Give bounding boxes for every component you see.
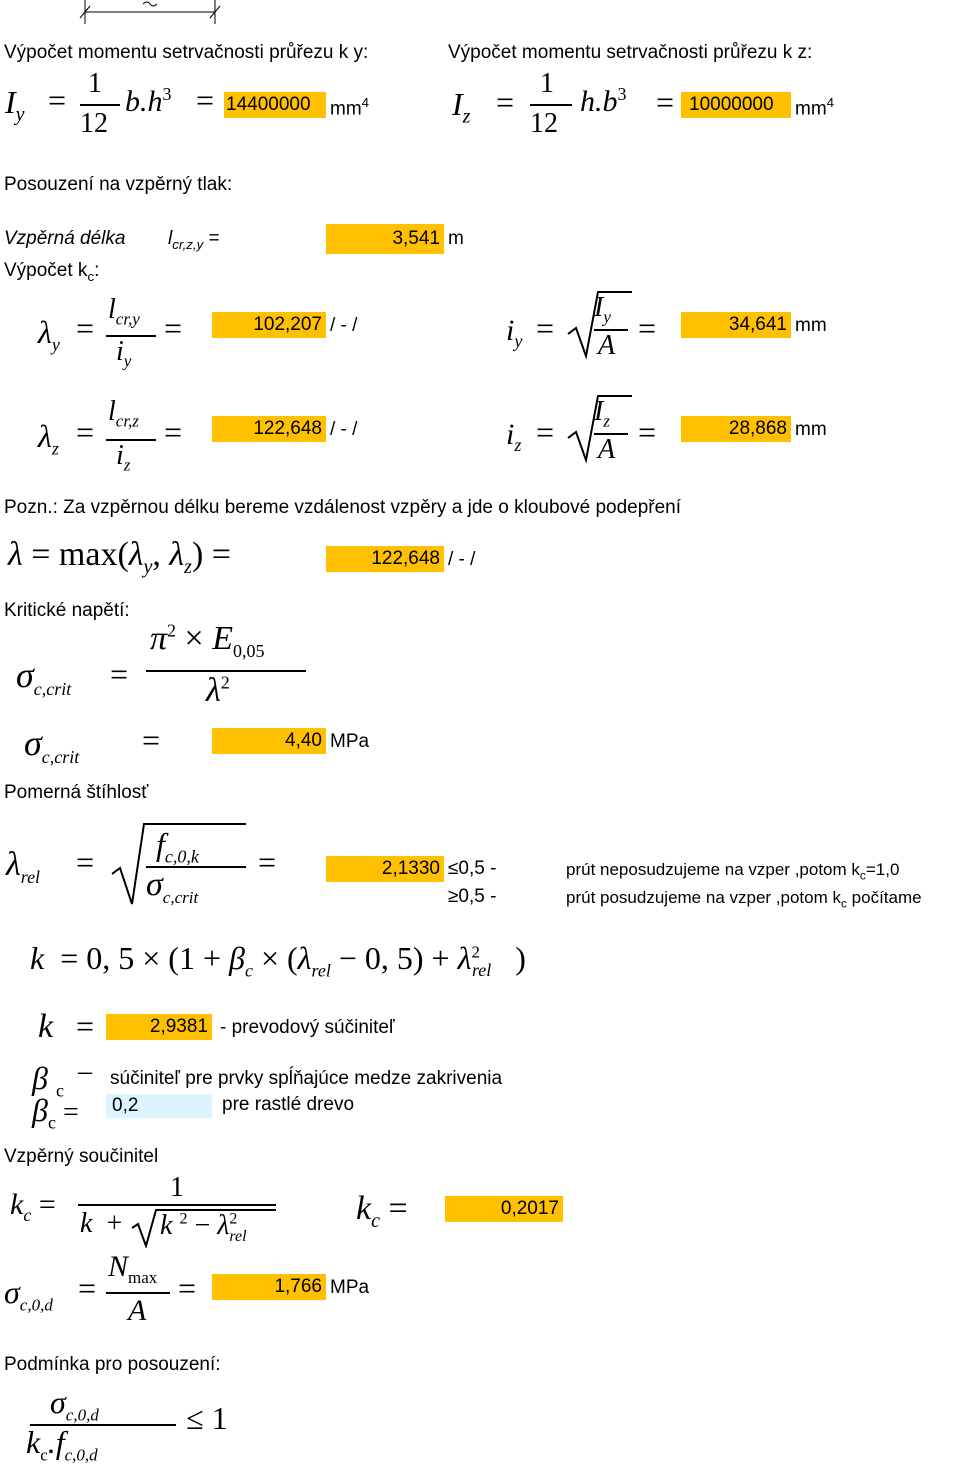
Iz-unit: $mm^4$ xyxy=(795,95,835,120)
fraction-bar xyxy=(80,104,120,106)
dash: – xyxy=(78,1056,92,1087)
lambda-max-unit: / - / xyxy=(448,549,476,570)
section-title: Posouzení na vzpěrný tlak: xyxy=(4,174,233,195)
equals: = xyxy=(164,310,183,346)
lambda-rel-value: 2,1330 xyxy=(326,856,444,882)
equals: = xyxy=(142,722,161,758)
sigma-c0d-value: 1,766 xyxy=(212,1274,326,1300)
equals: = xyxy=(178,1270,197,1306)
Iy-value: 14400000 xyxy=(224,92,326,118)
condition-title: Podmínka pro posouzení: xyxy=(4,1354,221,1375)
lambda-z-symbol: $\lambda_z$ xyxy=(38,418,59,459)
kc-title: Vzpěrný součinitel xyxy=(4,1146,159,1167)
fraction-bar xyxy=(530,104,572,106)
k-symbol: k xyxy=(38,1008,54,1045)
beta-c-value: 0,2 xyxy=(106,1094,212,1118)
beta-c-description: súčiniteľ pre prvky spĺňajúce medze zakrivenia xyxy=(110,1068,503,1089)
Iz-value: 10000000 xyxy=(681,92,791,118)
fraction-bar xyxy=(106,439,156,441)
buckling-length-label: Vzpěrná délka xyxy=(4,228,126,249)
frac-num: 1 xyxy=(540,68,554,99)
equals: = xyxy=(638,310,657,346)
sigma-c0d-unit: MPa xyxy=(330,1277,370,1298)
frac-num: 1 xyxy=(170,1172,184,1203)
frac-den: 12 xyxy=(80,108,108,139)
sigma-crit-symbol-2: $\sigma_{c,crit}$ xyxy=(24,723,80,768)
k-formula: k = 0, $5 \times (1 + \beta_c \times (\lambda_{rel} - 0$, $5) + \lambda^2_{rel}$ ) xyxy=(30,940,526,981)
iy-denominator: $i_y$ xyxy=(116,336,132,371)
Iy-unit: $mm^4$ xyxy=(330,95,370,120)
kc-sqrt-content: k $^2 - \lambda^2_{rel}$ xyxy=(160,1210,247,1245)
A-denominator: A xyxy=(598,434,616,465)
condition-numerator: $\sigma_{c,0,d}$ xyxy=(50,1384,99,1425)
slenderness-title: Pomerná štíhlosť xyxy=(4,782,149,803)
sigma-crit-value: 4,40 xyxy=(212,728,326,754)
equals: = xyxy=(638,414,657,450)
kc-value: 0,2017 xyxy=(445,1196,563,1222)
Iy-numerator: $I_y$ xyxy=(594,292,611,327)
Iy-symbol: $I_y$ xyxy=(5,84,25,126)
lcr-y: $l_{cr,y}$ xyxy=(108,294,140,329)
kc-symbol: $k_c$ = xyxy=(10,1188,56,1225)
equals: = xyxy=(536,414,555,450)
iz-symbol: $i_z$ xyxy=(506,418,522,455)
lambda-rel-symbol: $\lambda_{rel}$ xyxy=(6,846,41,887)
lambda-max-value: 122,648 xyxy=(326,546,444,572)
iy-value: 34,641 xyxy=(681,312,791,338)
condition-le: ≤0,5 - xyxy=(448,858,497,879)
hb3-term: $h.b^3$ xyxy=(580,84,627,118)
inertia-y-label: Výpočet momentu setrvačnosti průřezu k y: xyxy=(4,42,369,63)
k-description: - prevodový súčiniteľ xyxy=(220,1017,395,1038)
beta-c-symbol: β $_c$ xyxy=(32,1060,64,1101)
fck-numerator: $f_{c,0,k}$ xyxy=(156,826,199,867)
equals: = xyxy=(258,844,277,880)
equals: = xyxy=(196,82,215,118)
kc-calc-label: Výpočet $k_c$: xyxy=(4,260,100,284)
beta-c-note: pre rastlé drevo xyxy=(222,1094,355,1115)
condition-denominator: $k_c.f_{c,0,d}$ xyxy=(26,1424,98,1465)
sigma-crit-symbol: $\sigma_{c,crit}$ xyxy=(16,655,72,700)
lambda-y-value: 102,207 xyxy=(212,312,326,338)
pi-E-numerator: $\pi^2 \times E_{0,05}$ xyxy=(150,620,265,661)
Iz-numerator: $I_z$ xyxy=(594,396,610,431)
critical-title: Kritické napětí: xyxy=(4,600,130,621)
condition-le-one: ≤ 1 xyxy=(186,1400,228,1436)
buckling-length-symbol: $l_{cr,z,y}$ = xyxy=(168,228,220,252)
nmax-numerator: $N_{max}$ xyxy=(108,1250,158,1287)
equals: = xyxy=(78,1270,97,1306)
equals: = xyxy=(164,414,183,450)
lcr-z: $l_{cr,z}$ xyxy=(108,396,139,431)
beta-c-symbol-2: $\beta_c$ = xyxy=(32,1092,79,1133)
kc-symbol-2: $k_c$ = xyxy=(356,1190,408,1232)
iy-symbol: $i_y$ xyxy=(506,314,523,351)
lambda-z-unit: / - / xyxy=(330,419,358,440)
lambda-sq-denominator: $\lambda^2$ xyxy=(206,672,230,709)
Iz-symbol: $I_z$ xyxy=(452,86,471,128)
k-value: 2,9381 xyxy=(106,1014,212,1040)
equals: = xyxy=(76,1008,95,1044)
buckling-length-value: 3,541 xyxy=(326,224,444,254)
text-buckling: prút posudzujeme na vzper ,potom $k_c$ počítame xyxy=(566,888,922,911)
kc-denominator: k + xyxy=(80,1208,123,1239)
equals: = xyxy=(536,310,555,346)
lambda-y-unit: / - / xyxy=(330,315,358,336)
text-no-buckling: prút neposudzujeme na vzper ,potom $k_c=1,0$ xyxy=(566,860,900,883)
inertia-z-label: Výpočet momentu setrvačnosti průřezu k z: xyxy=(448,42,813,63)
condition-ge: ≥0,5 - xyxy=(448,886,497,907)
frac-den: 12 xyxy=(530,108,558,139)
sigma-crit-unit: MPa xyxy=(330,731,370,752)
iz-denominator: $i_z$ xyxy=(116,440,131,475)
A-denominator: A xyxy=(128,1294,147,1327)
sigma-crit-denominator: $\sigma_{c,crit}$ xyxy=(146,866,199,907)
buckling-length-unit: m xyxy=(448,228,464,249)
equals: = xyxy=(48,82,67,118)
note-text: Pozn.: Za vzpěrnou délku bereme vzdálenost vzpěry a jde o kloubové podepření xyxy=(4,497,682,518)
lambda-y-symbol: $\lambda_y$ xyxy=(38,314,60,355)
equals: = xyxy=(76,414,95,450)
frac-num: 1 xyxy=(88,68,102,99)
equals: = xyxy=(76,844,95,880)
lambda-max-formula: $\lambda = \max(\lambda_y$, $\lambda_z$) = xyxy=(8,536,231,578)
bh3-term: $b.h^3$ xyxy=(125,84,172,118)
equals: = xyxy=(496,84,515,120)
iy-unit: mm xyxy=(795,315,827,336)
equals: = xyxy=(76,310,95,346)
dimension-line-fragment xyxy=(75,0,225,35)
A-denominator: A xyxy=(598,330,616,361)
iz-value: 28,868 xyxy=(681,416,791,442)
lambda-z-value: 122,648 xyxy=(212,416,326,442)
iz-unit: mm xyxy=(795,419,827,440)
equals: = xyxy=(110,656,129,692)
equals: = xyxy=(656,84,675,120)
sigma-c0d-symbol: $\sigma_{c,0,d}$ xyxy=(4,1274,53,1315)
